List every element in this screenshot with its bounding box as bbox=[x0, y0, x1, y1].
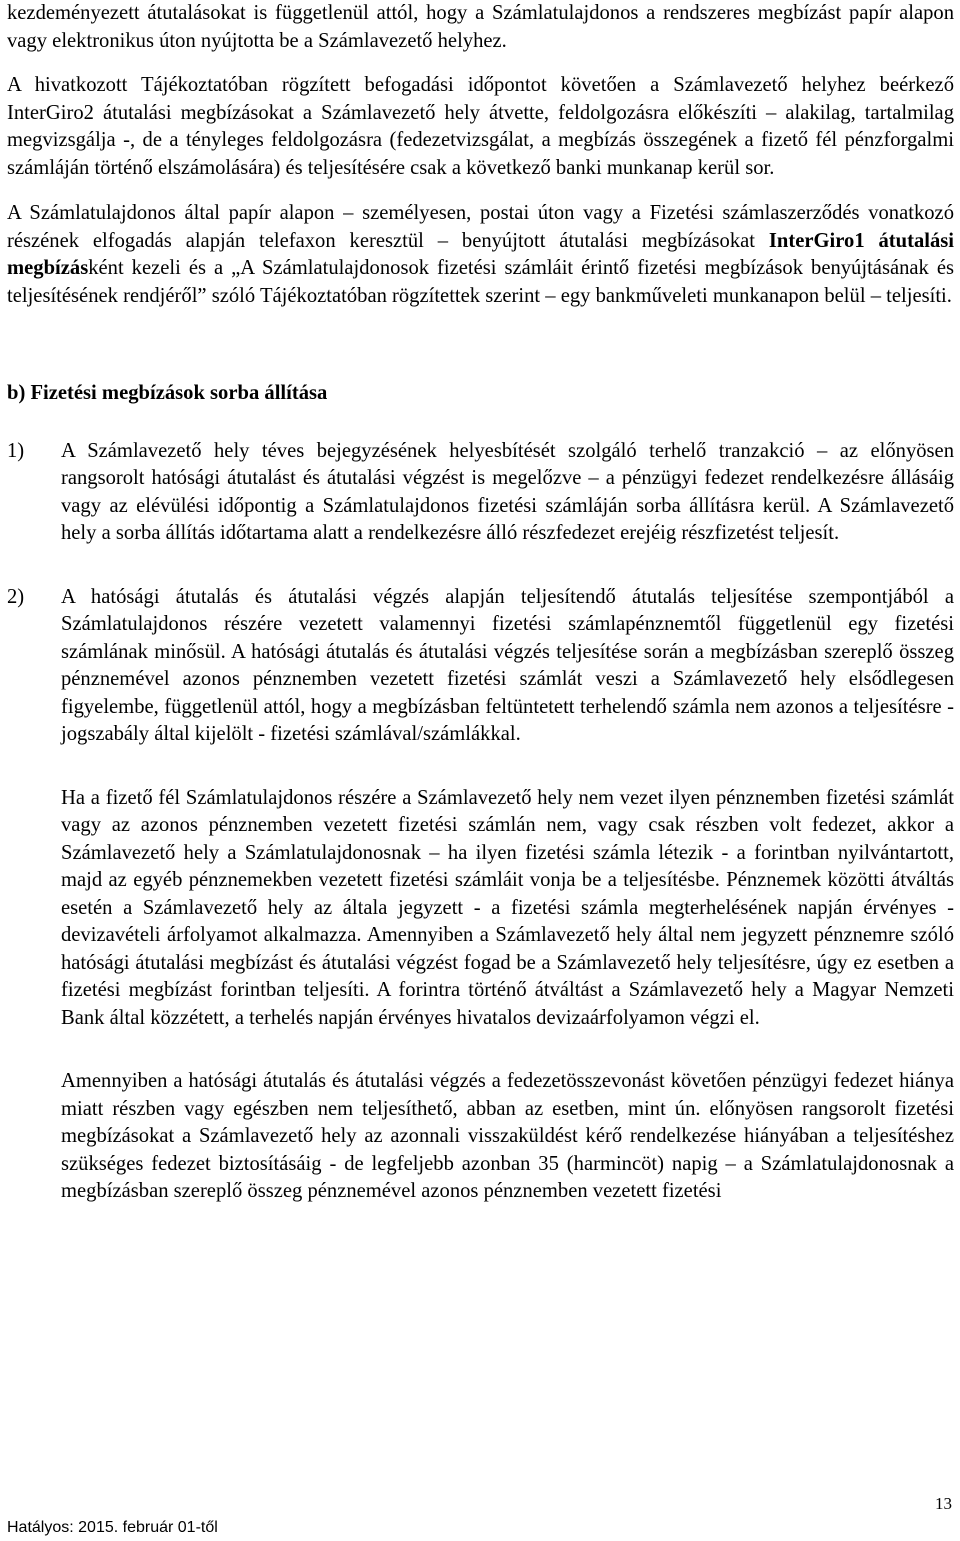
intro-paragraph: kezdeményezett átutalásokat is függetlenül attól, hogy a Számlatulajdonos a rendszeres megbízást papír alapon vagy elektronikus úton nyújtotta be a Számlavezető helyhez. bbox=[7, 2, 954, 52]
intergiro1-paragraph bbox=[7, 200, 954, 310]
intergiro1-text-after: ként kezeli és a „A Számlatulajdonosok fizetési számláit érintő fizetési megbízások benyújtásának és teljesítésének rendjéről” szóló Tájékoztatóban rögzítettek szerint – egy bankműveleti munkanapon belül – teljesíti. bbox=[7, 257, 954, 307]
list-item-text: A Számlavezető hely téves bejegyzésének helyesbítését szolgáló terhelő tranzakció – az előnyösen rangsorolt hatósági átutalást és átutalási végzést is megelőzve – a pénzügyi fedezet rendelkezésre állásáig vagy az elévülési időpontig a Számlatulajdonos fizetési számláján sorba állításra kerül. A Számlavezető hely a sorba állítás időtartama alatt a rendelkezésre álló részfedezet erejéig részfizetést teljesít. bbox=[61, 439, 954, 544]
intergiro1-bold-term: InterGiro1 átutalási megbízás bbox=[7, 229, 955, 279]
list-item-text: A hatósági átutalás és átutalási végzés alapján teljesítendő átutalás teljesítése szempontjából a Számlatulajdonos részére vezetett valamennyi fizetési számlapénznemtől függetlenül egy fizetési számlának minősül. A hatósági átutalás és átutalási végzés teljesítése során a megbízásban szereplő összeg pénznemével azonos pénznemben vezetett fizetési számlát veszi a Számlavezető hely elsődlegesen figyelembe, függetlenül attól, hogy a megbízásban feltüntetett terhelendő számla nem azonos a teljesítésre - jogszabály által kijelölt - fizetési számlával/számlákkal. bbox=[61, 585, 954, 745]
intergiro2-paragraph: A hivatkozott Tájékoztatóban rögzített befogadási időpontot követően a Számlavezető helyhez beérkező InterGiro2 átutalási megbízásokat a Számlavezető hely átvette, feldolgozásra előkészíti – alakilag, tartalmilag megvizsgálja -, de a tényleges feldolgozásra (fedezetvizsgálat, a megbízás összegének a fizető fél pénzforgalmi számláján történő elszámolására) és teljesítésére csak a következő banki munkanap kerül sor. bbox=[7, 74, 954, 179]
document-page bbox=[7, 0, 954, 1206]
effective-date-footer: Hatályos: 2015. február 01-től bbox=[7, 1519, 218, 1536]
list-item-number: 1) bbox=[7, 439, 25, 462]
currency-conversion-paragraph: Ha a fizető fél Számlatulajdonos részére a Számlavezető hely nem vezet ilyen pénznemben fizetési számlát vagy az azonos pénznemben vezetett fizetési számlán nem, vagy csak részben volt fedezet, akkor a Számlavezető hely a Számlatulajdonosnak – ha ilyen fizetési számla létezik - a forintban nyilvántartott, majd az egyéb pénznemekben vezetett fizetési számláit vonja be a teljesítésbe. Pénznemek közötti átváltás esetén a Számlavezető hely az általa jegyzett - a fizetési számla megterhelésének napján érvényes - devizavételi árfolyamot alkalmazza. Amennyiben a Számlavezető hely által nem jegyzett pénznemre szóló hatósági átutalási megbízást és átutalási végzést fogad be a Számlavezető hely teljesítésre, úgy ez esetben a fizetési megbízást forintban teljesíti. A forintra történő átváltást a Számlavezető hely a Magyar Nemzeti Bank által közzétett, a terhelés napján érvényes hivatalos devizaárfolyamon végzi el. bbox=[61, 786, 954, 1029]
list-item bbox=[7, 438, 954, 548]
insufficient-funds-paragraph: Amennyiben a hatósági átutalás és átutalási végzés a fedezetösszevonást követően pénzügyi fedezet hiánya miatt részben vagy egészben nem teljesíthető, abban az esetben, mint ún. előnyösen rangsorolt fizetési megbízásokat a Számlavezető hely az azonnali visszaküldést kérő rendelkezése hiányában a teljesítéshez szükséges fedezet biztosításáig - de legfeljebb azonban 35 (harmincöt) napig – a Számlatulajdonosnak a megbízásban szereplő összeg pénznemével azonos pénznemben vezetett fizetési bbox=[61, 1070, 954, 1202]
page-number: 13 bbox=[935, 1494, 952, 1513]
section-heading: b) Fizetési megbízások sorba állítása bbox=[7, 382, 328, 404]
intergiro1-text-before: A Számlatulajdonos által papír alapon – személyesen, postai úton vagy a Fizetési számlaszerződés vonatkozó részének elfogadás alapján telefaxon keresztül – benyújtott átutalási megbízásokat bbox=[7, 202, 954, 252]
list-item bbox=[7, 584, 954, 749]
list-item-number: 2) bbox=[7, 585, 25, 608]
